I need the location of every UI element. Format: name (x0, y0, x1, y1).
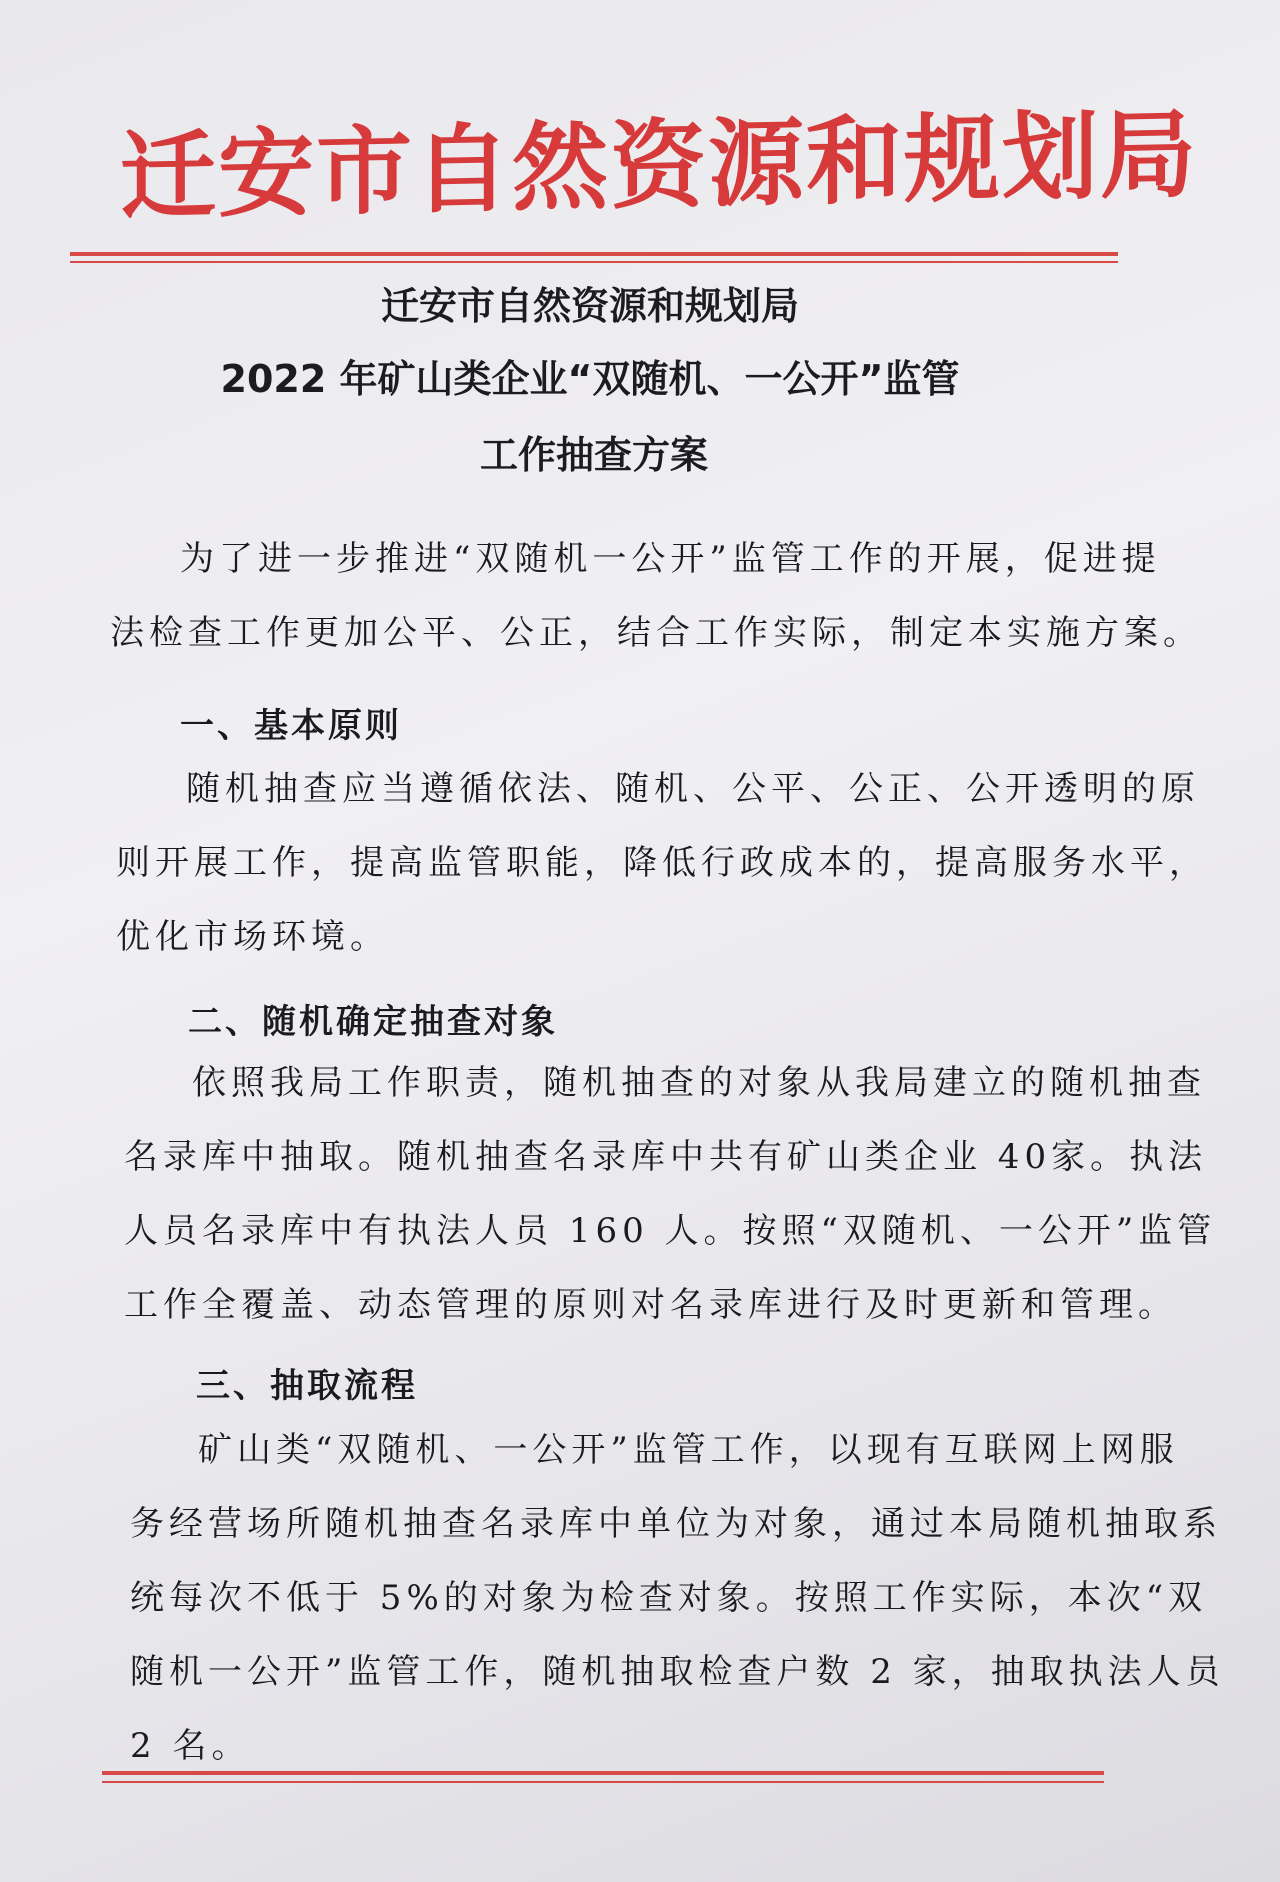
section-1-line-2: 则开展工作，提高监管职能，降低行政成本的，提高服务水平， (116, 843, 1208, 883)
letterhead-title: 迁安市自然资源和规划局 (120, 98, 1198, 233)
section-2-paragraph (124, 1046, 1217, 1342)
document-title-line-1: 迁安市自然资源和规划局 (380, 284, 799, 328)
section-2-line-1: 依照我局工作职责，随机抽查的对象从我局建立的随机抽查 (192, 1063, 1206, 1103)
section-1-heading: 一、基本原则 (180, 706, 402, 746)
letterhead-rule-bottom (70, 261, 1118, 263)
section-3-line-4: 随机一公开”监管工作，随机抽取检查户数 2 家，抽取执法人员 (130, 1652, 1225, 1692)
section-1-line-3: 优化市场环境。 (116, 917, 389, 957)
section-3-line-2: 务经营场所随机抽查名录库中单位为对象，通过本局随机抽取系 (130, 1504, 1222, 1544)
footer-rule-top (102, 1771, 1104, 1775)
document-title-line-3: 工作抽查方案 (479, 433, 708, 477)
section-3-paragraph (130, 1413, 1225, 1783)
section-2-line-2: 名录库中抽取。随机抽查名录库中共有矿山类企业 40家。执法 (124, 1137, 1208, 1177)
section-3-line-1: 矿山类“双随机、一公开”监管工作，以现有互联网上网服 (198, 1430, 1179, 1470)
intro-line-2: 法检查工作更加公平、公正，结合工作实际，制定本实施方案。 (110, 613, 1202, 653)
intro-line-1: 为了进一步推进“双随机一公开”监管工作的开展，促进提 (180, 539, 1161, 579)
section-2-line-4: 工作全覆盖、动态管理的原则对名录库进行及时更新和管理。 (124, 1285, 1177, 1325)
section-3-line-5: 2 名。 (130, 1726, 251, 1766)
letterhead-rule-top (70, 252, 1118, 256)
document-title-line-2: 2022 年矿山类企业“双随机、一公开”监管 (220, 357, 960, 401)
section-1-paragraph (116, 752, 1208, 974)
section-3-line-3: 统每次不低于 5%的对象为检查对象。按照工作实际，本次“双 (130, 1578, 1208, 1618)
section-3-heading: 三、抽取流程 (196, 1366, 418, 1406)
section-1-line-1: 随机抽查应当遵循依法、随机、公平、公正、公开透明的原 (186, 769, 1200, 809)
footer-rule-bottom (102, 1781, 1104, 1783)
section-2-heading: 二、随机确定抽查对象 (188, 1002, 558, 1042)
section-2-line-3: 人员名录库中有执法人员 160 人。按照“双随机、一公开”监管 (124, 1211, 1217, 1251)
intro-paragraph (110, 522, 1202, 670)
